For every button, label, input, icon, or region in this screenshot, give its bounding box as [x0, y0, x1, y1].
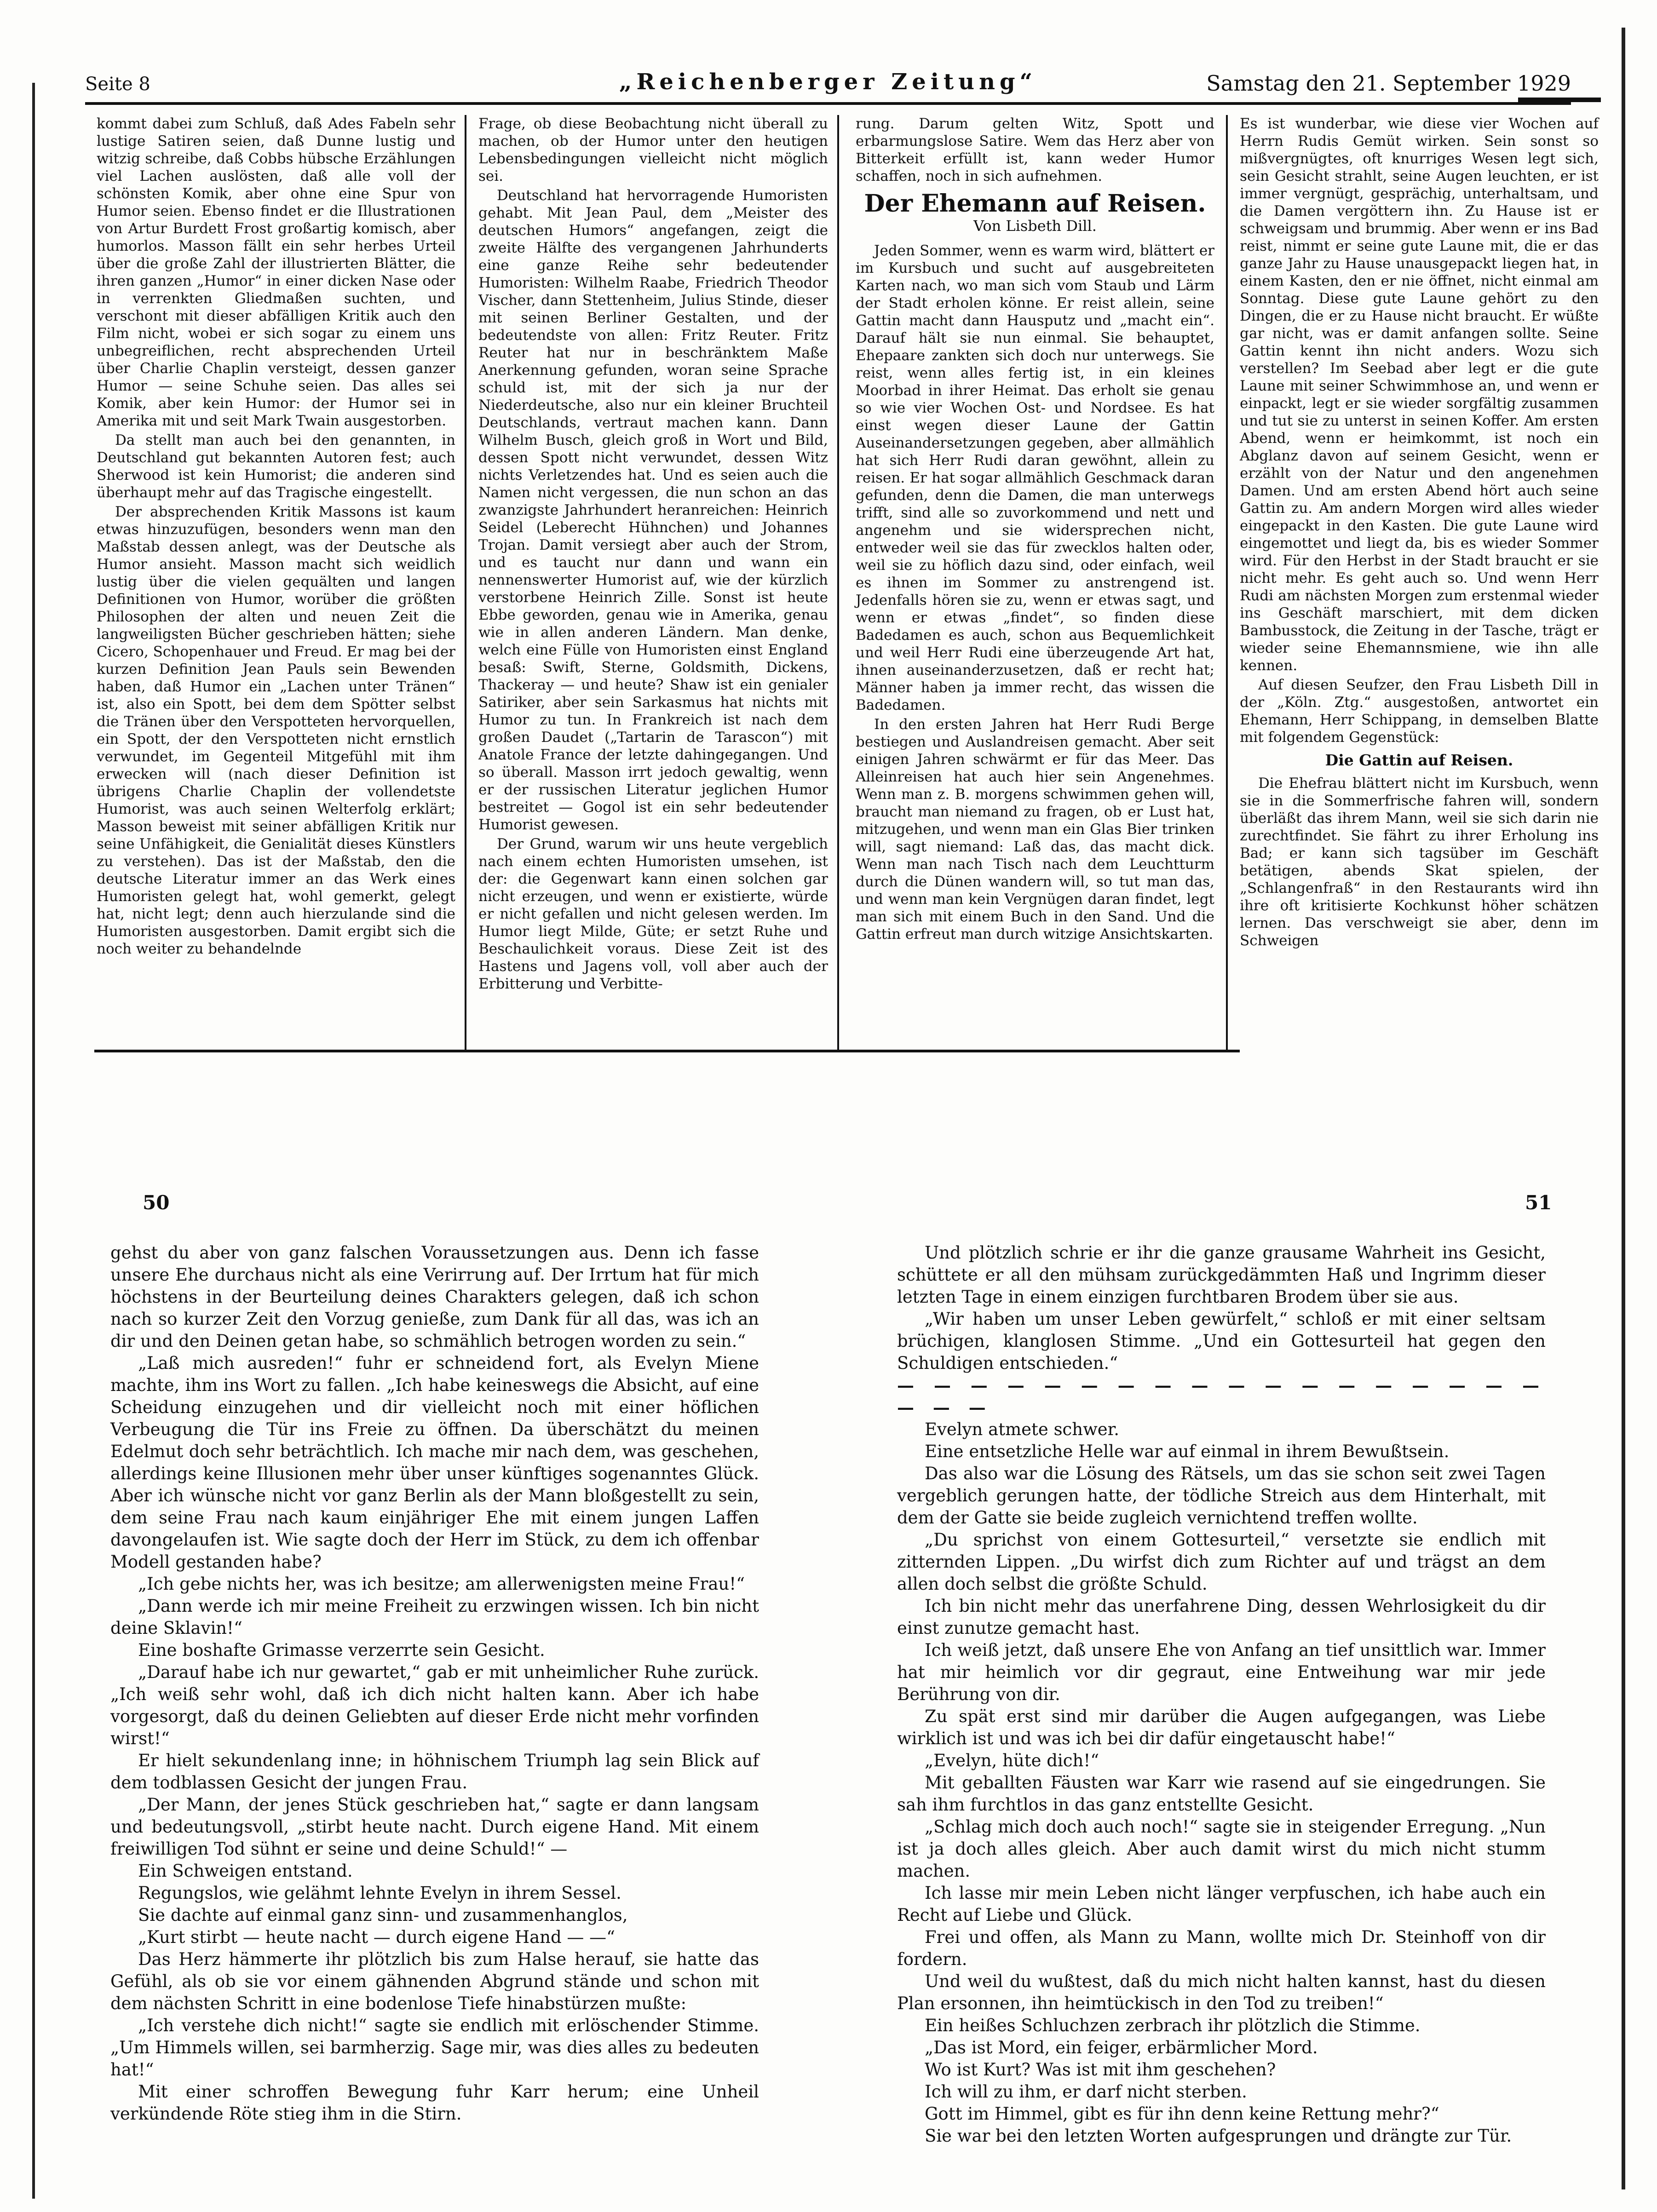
book-page-number-right: 51	[1525, 1191, 1552, 1214]
book-page-left	[110, 1242, 759, 2124]
article-paragraph: Der absprechenden Kritik Massons ist kaum etwas hinzuzufügen, besonders wenn man den Maßstab dessen anlegt, was der Deutsche als Humor ansieht. Masson macht sich weidlich lustig über die vielen gequälten und langen Definitionen von Humor, worüber die größten Philosophen der alten und neuen Zeit die langweiligsten Bücher geschrieben hätten; siehe Cicero, Schopenhauer und Freud. Er mag bei der kurzen Definition Jean Pauls sein Bewenden haben, daß Humor ein „Lachen unter Tränen“ ist, also ein Spott, bei dem dem Spötter selbst die Tränen über den Verspotteten hervorquellen, ein Spott, der den Verspotteten nicht ernstlich verwundet, im Gegenteil Mitgefühl mit ihm erwecken will (nach dieser Definition ist übrigens Charlie Chaplin der vollendetste Humorist, was auch seinen Welterfolg erklärt; Masson beweist mit seiner abfälligen Kritik nur seine Unfähigkeit, die Genialität dieses Künstlers zu verstehen). Das ist der Maßstab, den die deutsche Literatur immer an das Werk eines Humoristen gelegt hat, wohl gemerkt, gelegt hat, nicht legt; denn auch hierzulande sind die Humoristen ausgestorben. Damit ergibt sich die noch weiter zu behandelnde	[97, 504, 455, 957]
book-paragraph: Ich will zu ihm, er darf nicht sterben.	[925, 2082, 1247, 2102]
article-paragraph: Es ist wunderbar, wie diese vier Wochen auf Herrn Rudis Gemüt wirken. Sein sonst so mißvergnügtes, oft knurriges Wesen legt sich, sein Gesicht strahlt, seine Augen leuchten, er ist immer vergnügt, gesprächig, unterhaltsam, und die Damen vergöttern ihn. Zu Hause ist er schweigsam und brummig. Aber wenn er ins Bad reist, nimmt er seine gute Laune mit, die er das ganze Jahr zu Hause unausgepackt liegen hat, in einem Kasten, den er nie öffnet, nicht einmal am Sonntag. Diese gute Laune gehört zu den Dingen, die er zu Hause nicht braucht. Er wüßte gar nicht, was er damit anfangen sollte. Seine Gattin kennt ihn nicht anders. Wozu sich verstellen? Im Seebad aber legt er die gute Laune mit seiner Schwimmhose an, und wenn er einpackt, legt er sie wieder sorgfältig zusammen und tut sie zu unterst in seinen Koffer. Am ersten Abend, wenn er heimkommt, ist noch ein Abglanz davon auf seinem Gesicht, wenn er erzählt von der Natur und den angenehmen Damen. Und am ersten Abend hört auch seine Gattin zu. Am andern Morgen wird alles wieder eingepackt in den Kasten. Die gute Laune wird eingemottet und liegt da, bis es wieder Sommer wird. Für den Herbst in der Stadt braucht er sie nicht mehr. Es geht auch so. Und wenn Herr Rudi am nächsten Morgen zum erstenmal wieder ins Geschäft marschiert, mit dem dicken Bambusstock, die Zeitung in der Tasche, trägt er wieder seine Ehemannsmiene, wie ihn alle kennen.	[1240, 115, 1599, 674]
book-paragraph: Ich bin nicht mehr das unerfahrene Ding, dessen Wehrlosigkeit du dir einst zunutze gemacht hast.	[897, 1596, 1546, 1638]
book-paragraph: gehst du aber von ganz falschen Voraussetzungen aus. Denn ich fasse unsere Ehe durchaus nicht als eine Verirrung auf. Der Irrtum hat für mich höchstens in der Beurteilung deines Charakters gelegen, daß ich schon nach so kurzer Zeit den Vorzug genieße, zum Dank für all das, was ich an dir und den Deinen getan habe, so schmählich betrogen worden zu sein.“	[110, 1243, 759, 1351]
column-divider	[837, 115, 839, 1051]
book-paragraph: „Du sprichst von einem Gottesurteil,“ versetzte sie endlich mit zitternden Lippen. „Du wirfst dich zum Richter auf und trägst an dem allen doch selbst die größte Schuld.	[897, 1530, 1546, 1594]
column-divider	[1226, 115, 1228, 1051]
book-paragraph: „Darauf habe ich nur gewartet,“ gab er mit unheimlicher Ruhe zurück. „Ich weiß sehr wohl, daß ich dich nicht halten kann. Aber ich habe vorgesorgt, daß du deinen Geliebten auf dieser Erde nicht mehr vorfinden wirst!“	[110, 1662, 759, 1748]
book-paragraph: „Ich gebe nichts her, was ich besitze; am allerwenigsten meine Frau!“	[138, 1574, 745, 1594]
book-paragraph: „Der Mann, der jenes Stück geschrieben hat,“ sagte er dann langsam und bedeutungsvoll, „stirbt heute nacht. Durch eigene Hand. Mit einem freiwilligen Tod sühnt er seine und deine Schuld!“ —	[110, 1795, 759, 1859]
book-paragraph: Das Herz hämmerte ihr plötzlich bis zum Halse herauf, sie hatte das Gefühl, als ob sie vor einem gähnenden Abgrund stände und schon mit dem nächsten Schritt in eine bodenlose Tiefe hinabstürzen mußte:	[110, 1949, 759, 2013]
book-paragraph: Regungslos, wie gelähmt lehnte Evelyn in ihrem Sessel.	[138, 1883, 621, 1903]
book-paragraph: Frei und offen, als Mann zu Mann, wollte mich Dr. Steinhoff von dir fordern.	[897, 1927, 1546, 1969]
book-paragraph: „Wir haben um unser Leben gewürfelt,“ schloß er mit einer seltsam brüchigen, klanglosen Stimme. „Und ein Gottesurteil hat gegen den Schuldigen entschieden.“	[897, 1309, 1546, 1373]
book-paragraph: „Evelyn, hüte dich!“	[925, 1751, 1099, 1770]
article-heading: Der Ehemann auf Reisen.	[864, 190, 1206, 218]
book-paragraph: „Das ist Mord, ein feiger, erbärmlicher Mord.	[925, 2038, 1318, 2057]
article-paragraph: Auf diesen Seufzer, den Frau Lisbeth Dill in der „Köln. Ztg.“ ausgestoßen, antwortet ein Ehemann, Herr Schippang, in demselben Blatte mit folgendem Gegenstück:	[1240, 677, 1599, 746]
section-separator: — — — — — — — — — — — — — — — — — — — — —	[897, 1375, 1546, 1418]
book-paragraph: Eine boshafte Grimasse verzerrte sein Gesicht.	[138, 1640, 545, 1660]
book-paragraph: Ein Schweigen entstand.	[138, 1861, 353, 1881]
book-paragraph: Mit einer schroffen Bewegung fuhr Karr herum; eine Unheil verkündende Röte stieg ihm in die Stirn.	[110, 2082, 759, 2124]
book-paragraph: Evelyn atmete schwer.	[925, 1419, 1120, 1439]
newspaper-column-3	[856, 115, 1214, 1044]
book-paragraph: „Ich verstehe dich nicht!“ sagte sie endlich mit erlöschender Stimme. „Um Himmels willen, sei barmherzig. Sage mir, was dies alles zu bedeuten hat!“	[110, 2016, 759, 2080]
newspaper-column-2	[478, 115, 828, 1044]
book-paragraph: Ich lasse mir mein Leben nicht länger verpfuschen, ich habe auch ein Recht auf Liebe und Glück.	[897, 1883, 1546, 1925]
book-paragraph: Ich weiß jetzt, daß unsere Ehe von Anfang an tief unsittlich war. Immer hat mir heimlich vor dir gegraut, eine Entweihung war mir jede Berührung von dir.	[897, 1640, 1546, 1704]
article-subheading: Die Gattin auf Reisen.	[1325, 751, 1513, 769]
article-paragraph: Der Grund, warum wir uns heute vergeblich nach einem echten Humoristen umsehen, ist der: die Gegenwart kann einen solchen gar nicht erzeugen, und wenn er existierte, würde er nicht gefallen und nicht gelesen werden. Im Humor liegt Milde, Güte; er setzt Ruhe und Beschaulichkeit voraus. Diese Zeit ist des Hastens und Jagens voll, voll aber auch der Erbitterung und Verbitte-	[478, 836, 828, 992]
newspaper-column-4	[1240, 115, 1599, 1044]
book-paragraph: Sie war bei den letzten Worten aufgesprungen und drängte zur Tür.	[925, 2126, 1512, 2146]
book-paragraph: Und weil du wußtest, daß du mich nicht halten kannst, hast du diesen Plan ersonnen, ihn heimtückisch in den Tod zu treiben!“	[897, 1971, 1546, 2013]
newspaper-title: „Reichenberger Zeitung“	[619, 69, 1037, 95]
book-paragraph: Und plötzlich schrie er ihr die ganze grausame Wahrheit ins Gesicht, schüttete er all den mühsam zurückgedämmten Haß und Ingrimm dieser letzten Tage in einem einzigen furchtbaren Brodem über sie aus.	[897, 1243, 1546, 1307]
book-page-right	[897, 1242, 1546, 2146]
article-paragraph: Die Ehefrau blättert nicht im Kursbuch, wenn sie in die Sommerfrische fahren will, sondern überläßt das ihrem Mann, weil sie sich darin nie zurechtfindet. Sie fährt zu ihrer Erholung ins Bad; er kann sich tagsüber im Geschäft betätigen, abends Skat spielen, der „Schlangenfraß“ in den Restaurants wird ihn ihre oft kritisierte Kochkunst höher schätzen lernen. Das verschweigt sie aber, denn im Schweigen	[1240, 775, 1599, 949]
newspaper-masthead	[85, 64, 1571, 101]
article-paragraph: rung. Darum gelten Witz, Spott und erbarmungslose Satire. Wem das Herz aber von Bitterkeit erfüllt ist, kann weder Humor schaffen, noch in sich aufnehmen.	[856, 115, 1214, 184]
article-paragraph: Frage, ob diese Beobachtung nicht überall zu machen, ob der Humor unter den heutigen Lebensbedingungen vielleicht nicht möglich sei.	[478, 115, 828, 184]
masthead-rule-right	[1518, 98, 1601, 102]
article-paragraph: Da stellt man auch bei den genannten, in Deutschland gut bekannten Autoren fest; auch Sherwood ist kein Humorist; die anderen sind überhaupt mehr auf das Tragische eingestellt.	[97, 432, 455, 501]
book-paragraph: „Laß mich ausreden!“ fuhr er schneidend fort, als Evelyn Miene machte, ihm ins Wort zu fallen. „Ich habe keineswegs die Absicht, auf eine Scheidung einzugehen und dir vielleicht noch mit einer höflichen Verbeugung die Tür ins Freie zu öffnen. Da überschätzt du meinen Edelmut doch sehr beträchtlich. Ich mache mir nach dem, was geschehen, allerdings keine Illusionen mehr über unser künftiges sogenanntes Glück. Aber ich wünsche nicht vor ganz Berlin als der Mann bloßgestellt zu sein, dem seine Frau nach kaum einjähriger Ehe mit einem jungen Laffen davongelaufen ist. Wie sagte doch der Herr im Stück, zu dem ich offenbar Modell gestanden habe?	[110, 1353, 759, 1572]
issue-date: Samstag den 21. September 1929	[1206, 71, 1571, 96]
masthead-rule	[85, 102, 1571, 105]
newspaper-column-1	[97, 115, 455, 1044]
right-scan-edge	[1622, 28, 1625, 2189]
left-scan-edge	[32, 83, 35, 2199]
book-paragraph: „Kurt stirbt — heute nacht — durch eigene Hand — —“	[138, 1927, 616, 1947]
book-paragraph: Er hielt sekundenlang inne; in höhnischem Triumph lag sein Blick auf dem todblassen Gesicht der jungen Frau.	[110, 1751, 759, 1793]
article-paragraph: Jeden Sommer, wenn es warm wird, blättert er im Kursbuch und sucht auf ausgebreiteten Karten nach, wo man sich vom Staub und Lärm der Stadt erholen könne. Er reist allein, seine Gattin macht dann Hausputz und „macht ein“. Darauf hält sie nun einmal. Sie behauptet, Ehepaare zankten sich doch nur unterwegs. Sie reist, wenn alles fertig ist, in ein kleines Moorbad in ihrer Heimat. Das erholt sie genau so wie vier Wochen Ost- und Nordsee. Es hat einst wegen dieser Laune der Gattin Auseinandersetzungen gegeben, aber allmählich hat sich Herr Rudi daran gewöhnt, allein zu reisen. Er hat sogar allmählich Geschmack daran gefunden, denn die Damen, die man unterwegs trifft, sind alle so zuvorkommend und nett und angenehm und sie widersprechen nicht, entweder weil sie das für zwecklos halten oder, weil sie zu höflich dazu sind, oder einfach, weil es ihnen im Sommer zu anstrengend ist. Jedenfalls hören sie zu, wenn er etwas sagt, und wenn er etwas „findet“, so finden diese Badedamen es auch, schon aus Bequemlichkeit und weil Herr Rudi eine überzeugende Art hat, ihnen auseinanderzusetzen, daß er recht hat; Männer haben ja immer recht, das wissen die Badedamen.	[856, 242, 1214, 713]
article-paragraph: In den ersten Jahren hat Herr Rudi Berge bestiegen und Auslandreisen gemacht. Aber seit einigen Jahren schwärmt er für das Meer. Das Alleinreisen hat auch hier sein Angenehmes. Wenn man z. B. morgens schwimmen gehen will, braucht man niemand zu fragen, ob er Lust hat, mitzugehen, und wenn man ein Glas Bier trinken will, sagt niemand: Laß das, das macht dick. Wenn man nach Tisch nach dem Leuchtturm durch die Dünen wandern will, so tut man das, und wenn man kein Vergnügen daran findet, legt man sich mit einem Buch in den Sand. Und die Gattin erfreut man durch witzige Ansichtskarten.	[856, 716, 1214, 942]
book-paragraph: Das also war die Lösung des Rätsels, um das sie schon seit zwei Tagen vergeblich gerungen hatte, der tödliche Streich aus dem Hinterhalt, mit dem der Gatte sie beide zugleich vernichtend treffen wollte.	[897, 1464, 1546, 1528]
book-paragraph: Zu spät erst sind mir darüber die Augen aufgegangen, was Liebe wirklich ist und was ich bei dir dafür eingetauscht habe!“	[897, 1706, 1546, 1748]
book-page-number-left: 50	[143, 1191, 170, 1214]
page-label: Seite 8	[85, 74, 150, 95]
book-paragraph: Sie dachte auf einmal ganz sinn- und zusammenhanglos,	[138, 1905, 628, 1925]
book-paragraph: Ein heißes Schluchzen zerbrach ihr plötzlich die Stimme.	[925, 2016, 1421, 2035]
article-byline: Von Lisbeth Dill.	[973, 217, 1097, 235]
book-paragraph: Gott im Himmel, gibt es für ihn denn keine Rettung mehr?“	[925, 2104, 1439, 2124]
book-paragraph: Wo ist Kurt? Was ist mit ihm geschehen?	[925, 2060, 1276, 2080]
book-paragraph: Eine entsetzliche Helle war auf einmal in ihrem Bewußtsein.	[925, 1442, 1450, 1461]
column-divider	[465, 115, 466, 1051]
book-paragraph: „Dann werde ich mir meine Freiheit zu erzwingen wissen. Ich bin nicht deine Sklavin!“	[110, 1596, 759, 1638]
article-paragraph: Deutschland hat hervorragende Humoristen gehabt. Mit Jean Paul, dem „Meister des deutschen Humors“ angefangen, zeigt die zweite Hälfte des vergangenen Jahrhunderts eine ganze Reihe sehr bedeutender Humoristen: Wilhelm Raabe, Friedrich Theodor Vischer, dann Stettenheim, Julius Stinde, dieser mit seinen Berliner Gestalten, und der bedeutendste von allen: Fritz Reuter. Fritz Reuter hat nur in beschränktem Maße Anerkennung gefunden, woran seine Sprache schuld ist, mit der sich ja nur der Niederdeutsche, also nur ein kleiner Bruchteil Deutschlands, vertraut machen kann. Dann Wilhelm Busch, gleich groß in Wort und Bild, dessen Spott nicht verwundet, dessen Witz nichts Verletzendes hat. Und es seien auch die Namen nicht vergessen, die nun schon an das zwanzigste Jahrhundert heranreichen: Heinrich Seidel (Leberecht Hühnchen) und Johannes Trojan. Damit versiegt aber auch der Strom, und es taucht nur dann und wann ein nennenswerter Humorist auf, wie der kürzlich verstorbene Heinrich Zille. Sonst ist heute Ebbe geworden, genau wie in Amerika, genau wie in allen anderen Ländern. Man denke, welch eine Fülle von Humoristen einst England besaß: Swift, Sterne, Goldsmith, Dickens, Thackeray — und heute? Shaw ist ein genialer Satiriker, aber sein Sarkasmus hat nichts mit Humor zu tun. In Frankreich ist nach dem großen Daudet („Tartarin de Tarascon“) mit Anatole France der letzte dahingegangen. Und so überall. Masson irrt jedoch gewaltig, wenn er der russischen Literatur jeglichen Humor bestreitet — Gogol ist ein sehr bedeutender Humorist gewesen.	[478, 187, 828, 833]
article-paragraph: kommt dabei zum Schluß, daß Ades Fabeln sehr lustige Satiren seien, daß Dunne lustig und witzig schreibe, daß Cobbs hübsche Erzählungen viel Lachen auslösten, daß alle voll der schönsten Komik, aber ohne eine Spur von Humor seien. Ebenso findet er die Illustrationen von Artur Burdett Frost großartig komisch, aber humorlos. Masson fällt ein sehr herbes Urteil über die große Zahl der illustrierten Blätter, die ihren ganzen „Humor“ in einer dicken Nase oder in verrenkten Gliedmaßen suchten, und verschont mit dieser abfälligen Kritik auch den Film nicht, wobei er sich sogar zu einem uns unbegreiflichen, recht absprechenden Urteil über Charlie Chaplin versteigt, dessen ganzer Humor — seine Schuhe seien. Das alles sei Komik, aber kein Humor: der Humor sei in Amerika mit und seit Mark Twain ausgestorben.	[97, 115, 455, 429]
book-paragraph: „Schlag mich doch auch noch!“ sagte sie in steigender Erregung. „Nun ist ja doch alles gleich. Aber auch damit wirst du mich nicht stumm machen.	[897, 1817, 1546, 1881]
book-paragraph: Mit geballten Fäusten war Karr wie rasend auf sie eingedrungen. Sie sah ihm furchtlos in das ganz entstellte Gesicht.	[897, 1773, 1546, 1815]
page-bottom-rule	[94, 1050, 1240, 1052]
